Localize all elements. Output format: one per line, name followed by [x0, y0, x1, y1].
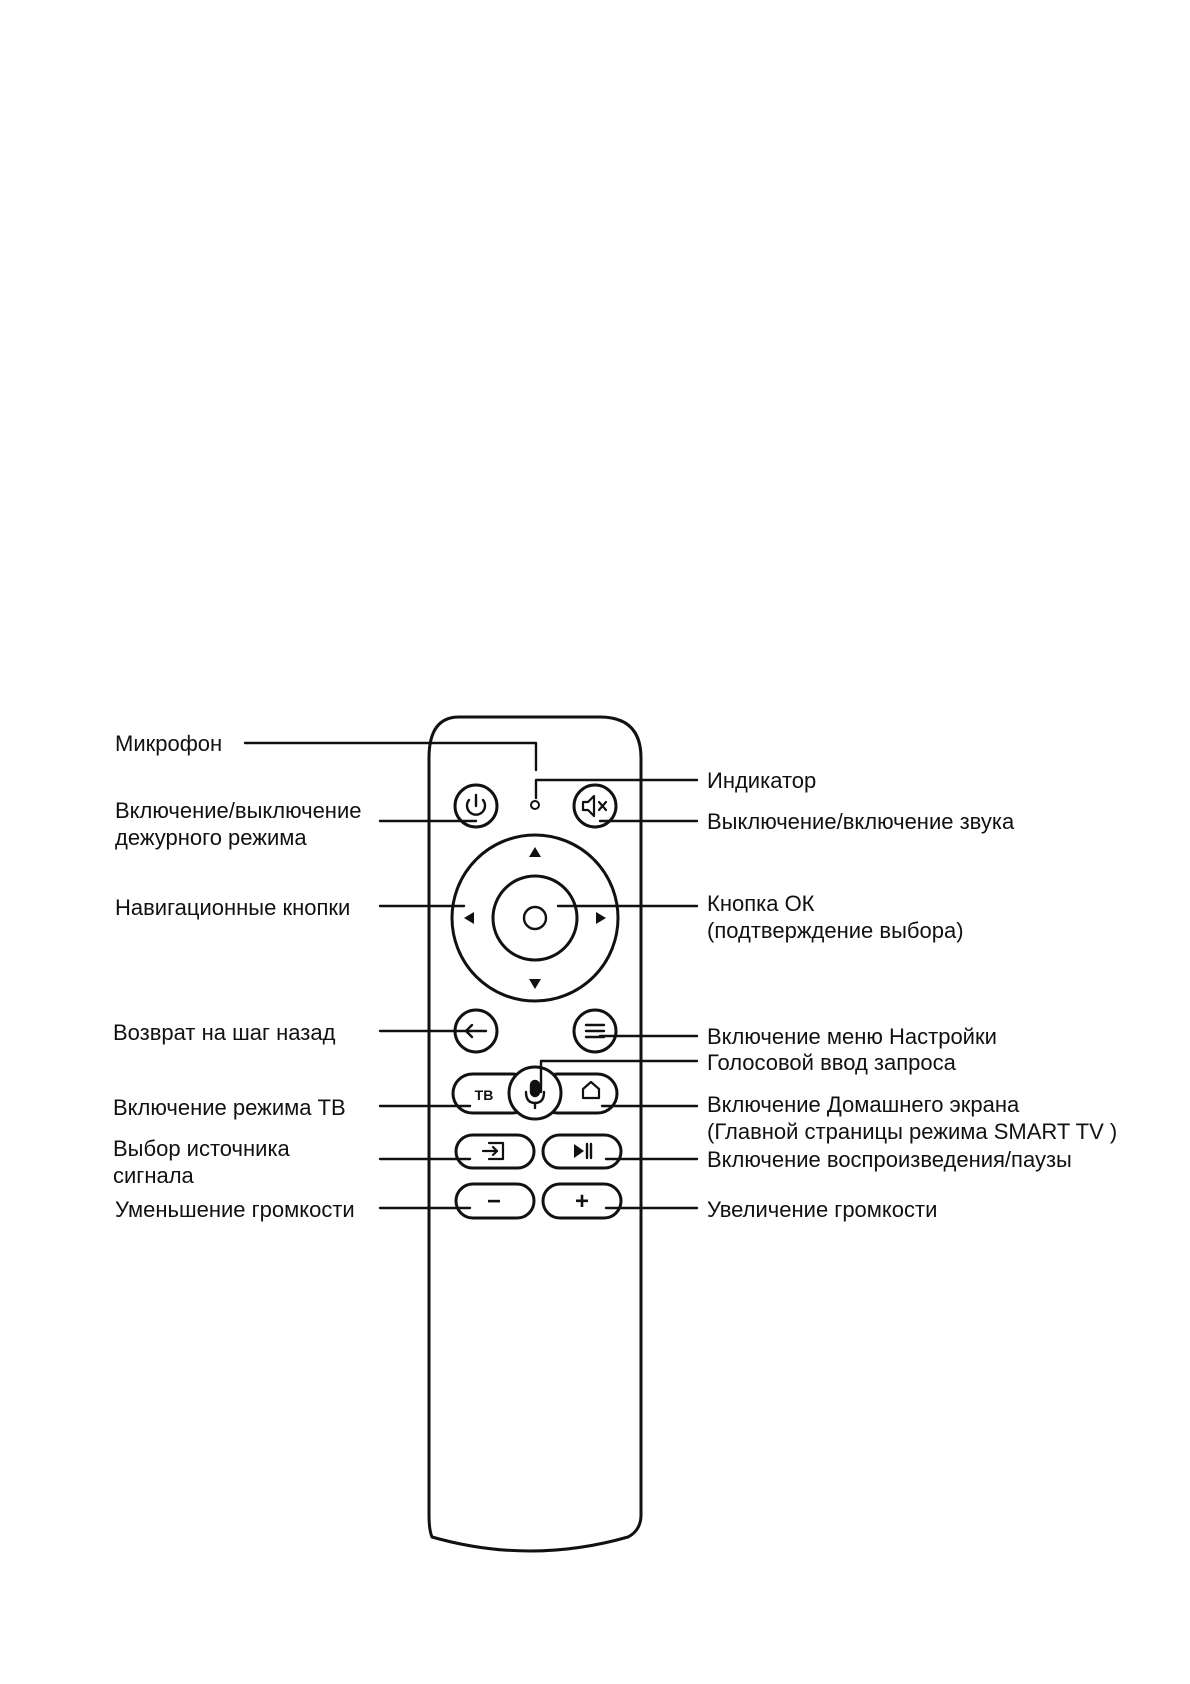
play-pause-button[interactable]	[543, 1135, 621, 1168]
label-home: Включение Домашнего экрана (Главной страницы режима SMART TV )	[707, 1092, 1118, 1144]
navigation-pad	[452, 835, 618, 1001]
mic-button[interactable]	[509, 1067, 561, 1119]
label-indicator: Индикатор	[707, 768, 817, 793]
indicator-led	[531, 801, 539, 809]
minus-symbol: −	[486, 1188, 502, 1215]
speaker-mute-icon	[583, 796, 606, 816]
arrow-left-icon	[466, 1025, 486, 1037]
leader-indicator	[536, 780, 697, 798]
label-tv-mode: Включение режима ТВ	[113, 1095, 346, 1120]
nav-ring	[452, 835, 618, 1001]
input-source-icon	[483, 1143, 503, 1159]
label-standby: Включение/выключение дежурного режима	[115, 798, 362, 850]
label-volume-down: Уменьшение громкости	[115, 1197, 355, 1222]
menu-button[interactable]	[574, 1010, 616, 1052]
label-navigation: Навигационные кнопки	[115, 895, 351, 920]
label-microphone: Микрофон	[115, 731, 223, 756]
remote-body	[429, 717, 641, 1551]
label-ok: Кнопка ОК (подтверждение выбора)	[707, 891, 964, 943]
leader-microphone	[245, 743, 536, 770]
label-source: Выбор источника сигнала	[113, 1136, 290, 1188]
label-back: Возврат на шаг назад	[113, 1020, 336, 1045]
label-settings-menu: Включение меню Настройки	[707, 1024, 997, 1049]
plus-symbol: +	[574, 1188, 590, 1215]
power-icon	[467, 795, 485, 815]
source-button[interactable]	[456, 1135, 534, 1168]
label-play-pause: Включение воспроизведения/паузы	[707, 1147, 1072, 1172]
leader-lines-right	[536, 780, 697, 1208]
triangle-right-icon[interactable]	[596, 912, 606, 924]
triangle-up-icon[interactable]	[529, 847, 541, 857]
ok-button[interactable]	[493, 876, 577, 960]
label-voice-input: Голосовой ввод запроса	[707, 1050, 956, 1075]
tv-button-label: ТВ	[474, 1087, 494, 1103]
circle-ok-icon	[524, 907, 546, 929]
label-volume-up: Увеличение громкости	[707, 1197, 938, 1222]
triangle-left-icon[interactable]	[464, 912, 474, 924]
play-pause-icon	[574, 1144, 591, 1158]
label-mute: Выключение/включение звука	[707, 809, 1015, 834]
triangle-down-icon[interactable]	[529, 979, 541, 989]
